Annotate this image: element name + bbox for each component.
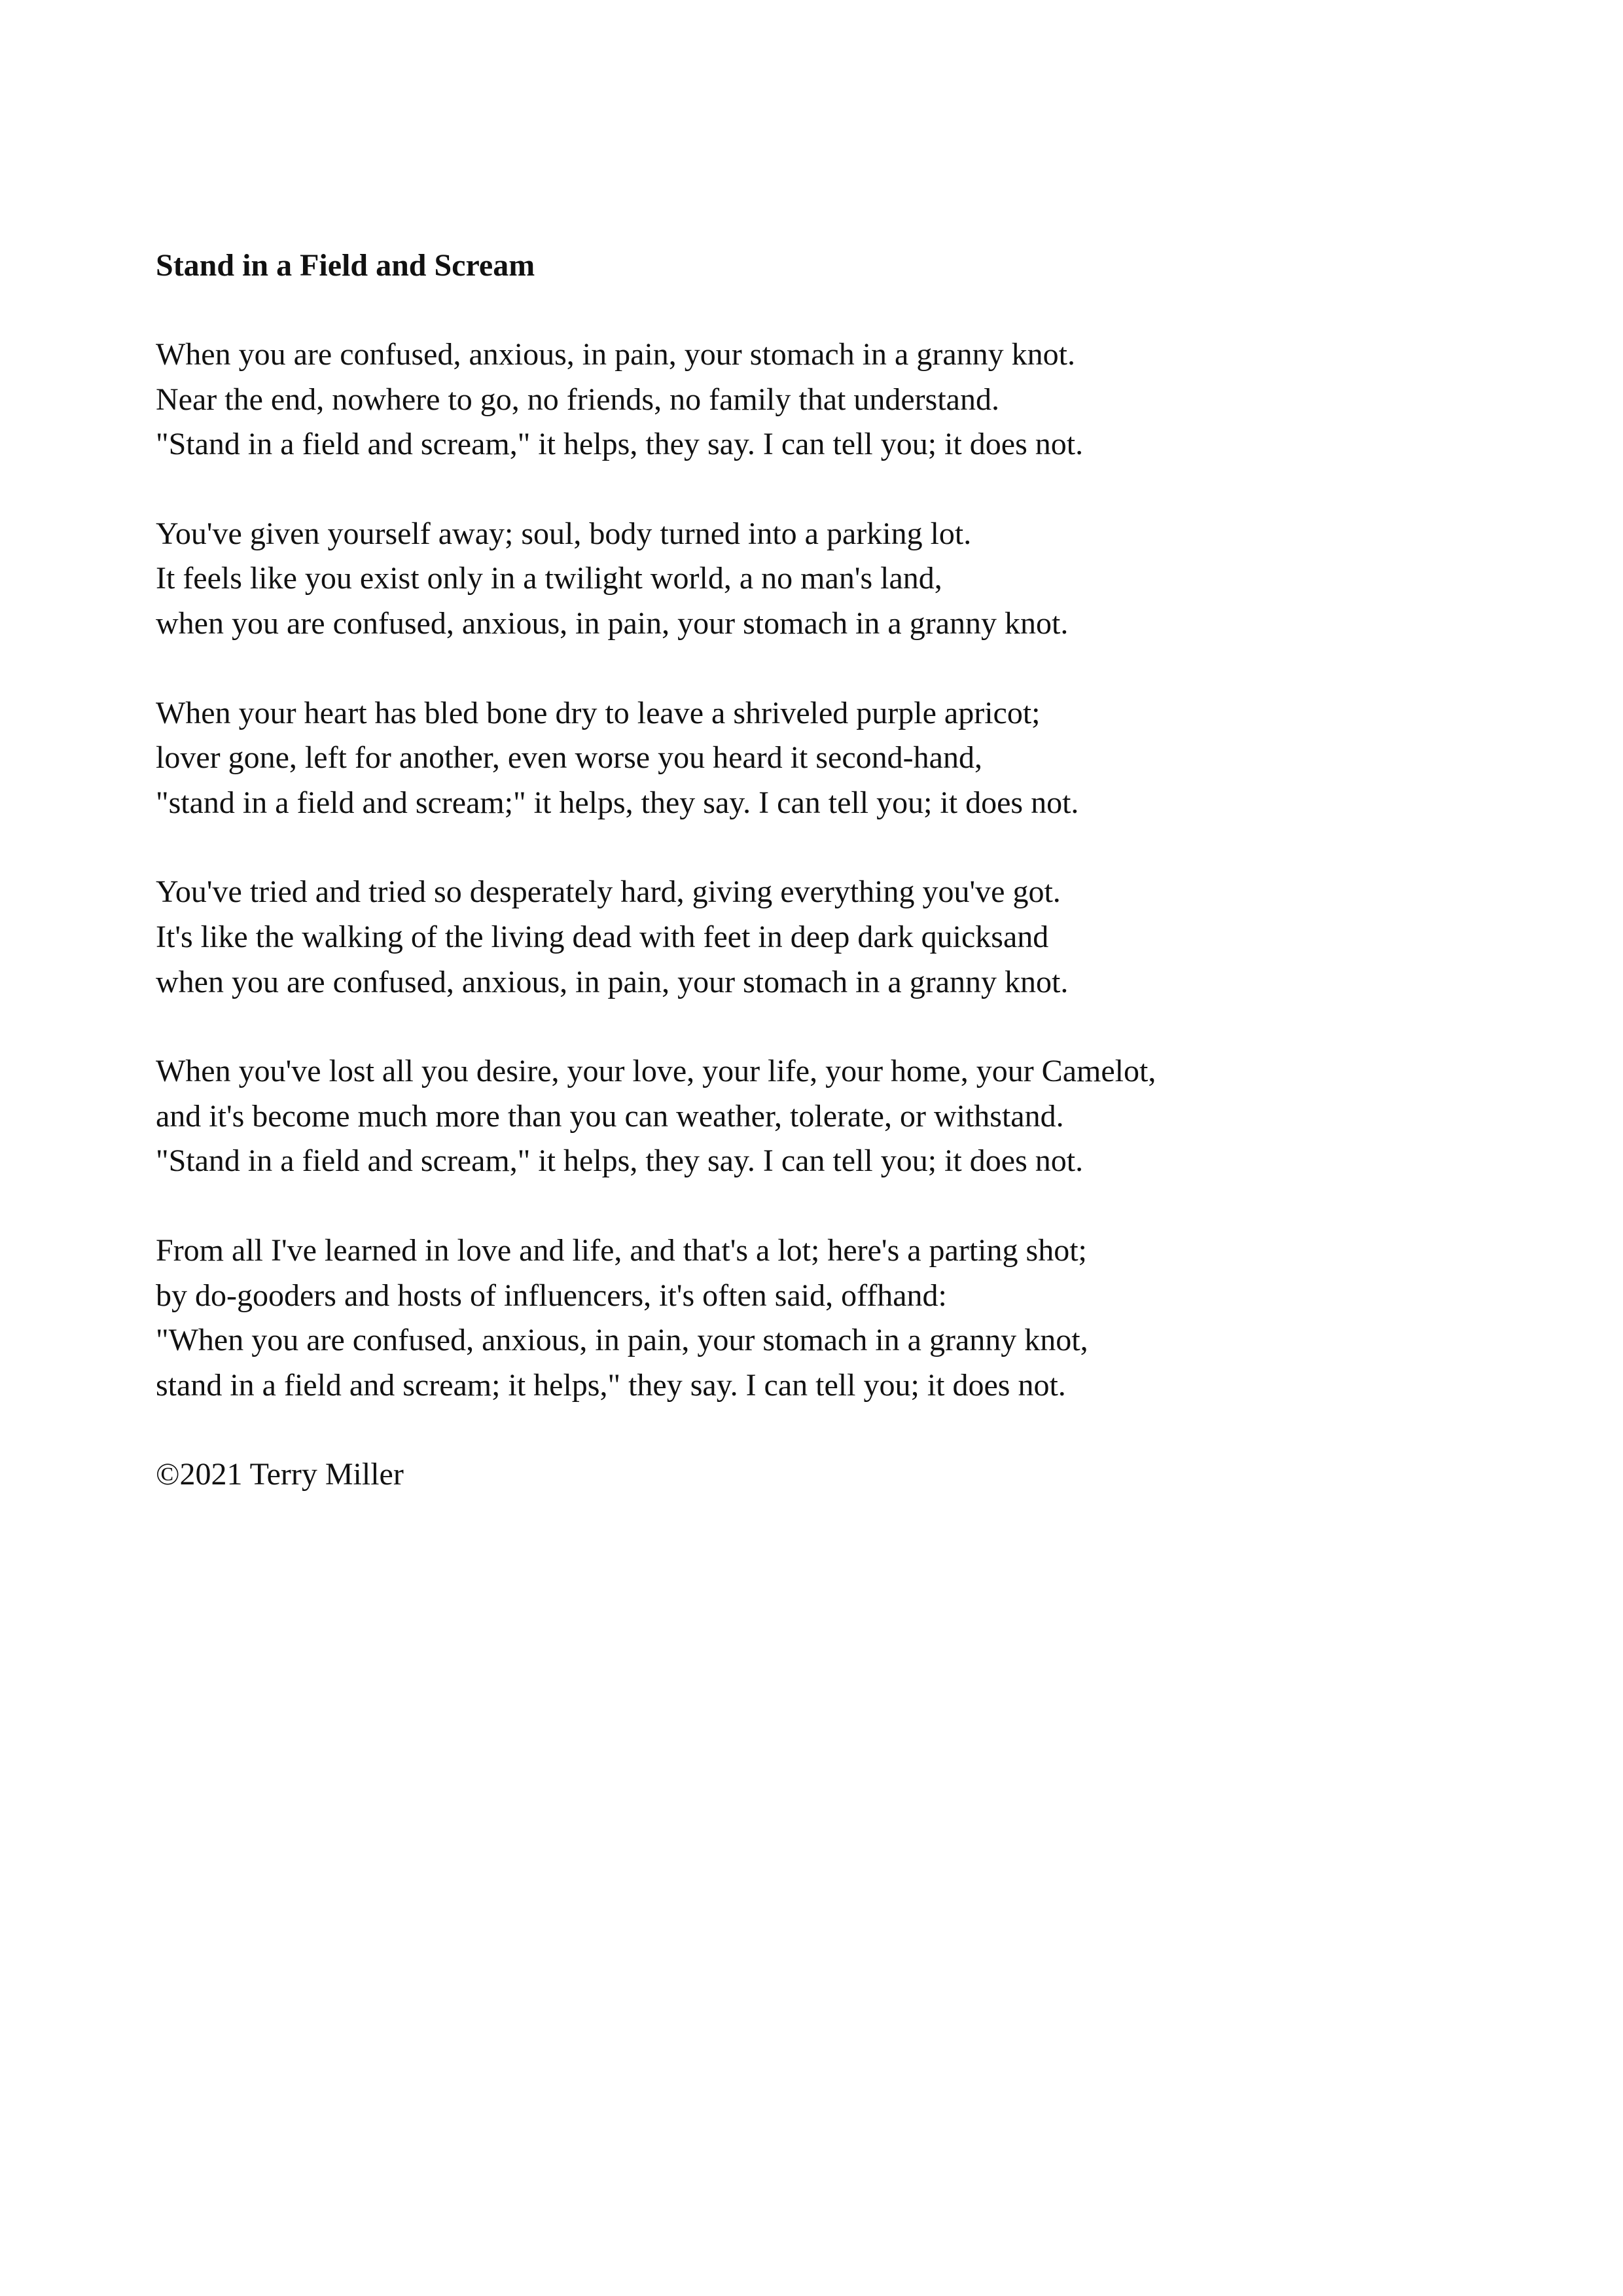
poem-line: It's like the walking of the living dead with feet in deep dark quicksand (156, 919, 1049, 954)
poem-line: When your heart has bled bone dry to leave a shriveled purple apricot; (156, 695, 1041, 730)
poem-line: lover gone, left for another, even worse you heard it second-hand, (156, 740, 982, 776)
poem-line: When you've lost all you desire, your love, your life, your home, your Camelot, (156, 1054, 1156, 1089)
poem-line: When you are confused, anxious, in pain, your stomach in a granny knot. (156, 337, 1075, 372)
poem-line: stand in a field and scream; it helps," they say. I can tell you; it does not. (156, 1367, 1066, 1403)
poem-line: and it's become much more than you can weather, tolerate, or withstand. (156, 1098, 1064, 1134)
stanza-2 (156, 512, 1465, 647)
poem-line: Near the end, nowhere to go, no friends, no family that understand. (156, 382, 999, 417)
poem-line: You've tried and tried so desperately hard, giving everything you've got. (156, 874, 1061, 910)
poem-line: when you are confused, anxious, in pain, your stomach in a granny knot. (156, 605, 1069, 641)
poem-line: "stand in a field and scream;" it helps, they say. I can tell you; it does not. (156, 785, 1079, 820)
stanza-5 (156, 1049, 1465, 1184)
poem-line: You've given yourself away; soul, body turned into a parking lot. (156, 516, 972, 551)
poem-line: From all I've learned in love and life, and that's a lot; here's a parting shot; (156, 1232, 1087, 1268)
poem-content (156, 243, 1465, 1497)
poem-title: Stand in a Field and Scream (156, 248, 535, 283)
stanza-3 (156, 691, 1465, 826)
poem-line: "Stand in a field and scream," it helps, they say. I can tell you; it does not. (156, 1143, 1084, 1179)
poem-line: by do-gooders and hosts of influencers, it's often said, offhand: (156, 1278, 947, 1313)
copyright-notice: ©2021 Terry Miller (156, 1457, 404, 1492)
poem-line: It feels like you exist only in a twilight world, a no man's land, (156, 561, 942, 596)
poem-line: "When you are confused, anxious, in pain, your stomach in a granny knot, (156, 1323, 1088, 1358)
stanza-4 (156, 870, 1465, 1005)
poem-line: when you are confused, anxious, in pain, your stomach in a granny knot. (156, 964, 1069, 999)
stanza-1 (156, 332, 1465, 467)
stanza-6 (156, 1229, 1465, 1408)
poem-line: "Stand in a field and scream," it helps, they say. I can tell you; it does not. (156, 427, 1084, 462)
